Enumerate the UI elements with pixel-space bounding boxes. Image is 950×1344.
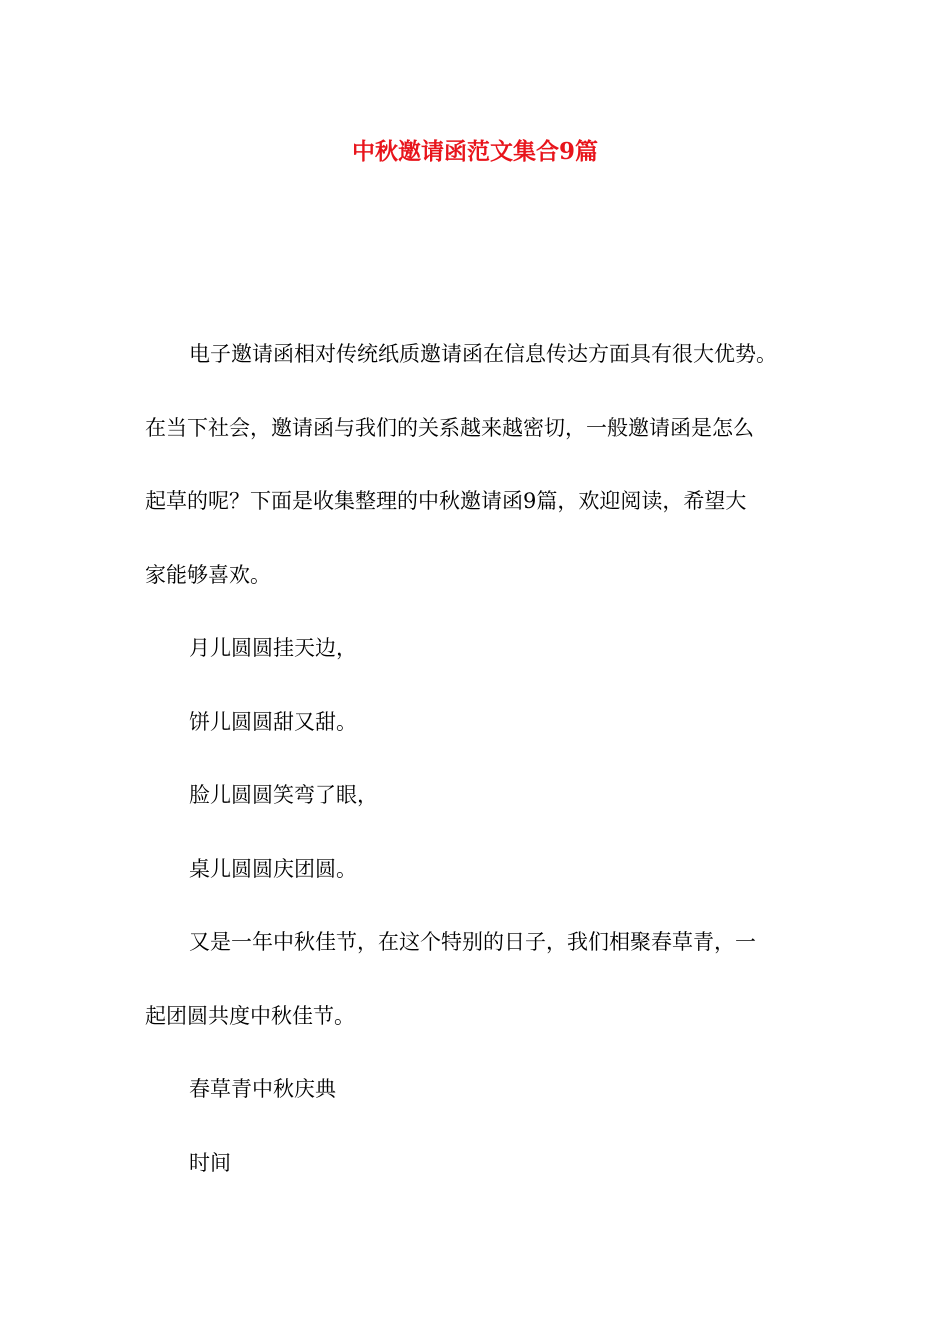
body-line-1: 电子邀请函相对传统纸质邀请函在信息传达方面具有很大优势。: [189, 342, 777, 366]
body-line-10: 起团圆共度中秋佳节。: [145, 1003, 355, 1028]
poem-line-4: 桌儿圆圆庆团圆。: [189, 856, 357, 881]
event-name: 春草青中秋庆典: [189, 1077, 336, 1101]
body-line-3: 起草的呢？下面是收集整理的中秋邀请函9篇，欢迎阅读，希望大: [145, 489, 747, 513]
document-title: 中秋邀请函范文集合9篇: [351, 138, 598, 165]
poem-line-2: 饼儿圆圆甜又甜。: [189, 709, 357, 734]
body-line-2: 在当下社会，邀请函与我们的关系越来越密切，一般邀请函是怎么: [145, 415, 754, 440]
document-body: [145, 318, 815, 1200]
body-line-4: 家能够喜欢。: [145, 562, 271, 587]
body-line-9: 又是一年中秋佳节，在这个特别的日子，我们相聚春草青，一: [189, 930, 756, 954]
time-label: 时间: [189, 1150, 231, 1175]
poem-line-1: 月儿圆圆挂天边，: [189, 636, 357, 660]
poem-line-3: 脸儿圆圆笑弯了眼，: [189, 783, 378, 807]
